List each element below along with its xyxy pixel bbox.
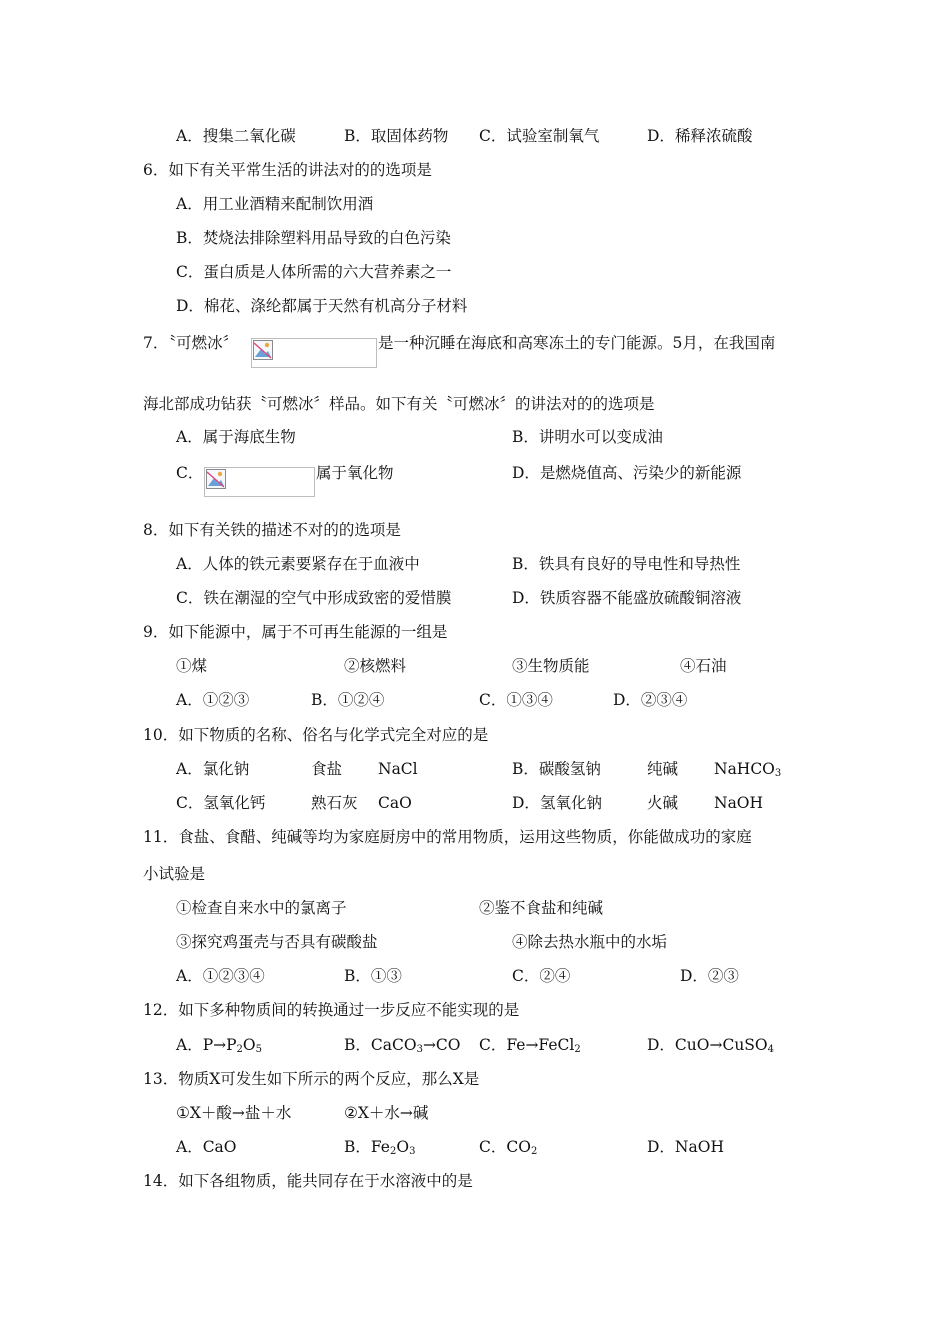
q6-stem: 6．如下有关平常生活的讲法对的的选项是 bbox=[143, 161, 432, 179]
q13-option-d: D．NaOH bbox=[647, 1138, 724, 1156]
q9-option-d: D．②③④ bbox=[613, 691, 688, 709]
q8-stem: 8．如下有关铁的描述不对的的选项是 bbox=[143, 521, 401, 539]
q7-stem-part1: 7．〝可燃冰〞 bbox=[143, 334, 239, 352]
broken-image-icon bbox=[206, 469, 226, 489]
q12-option-c: C．Fe→FeCl$_2$ bbox=[479, 1036, 581, 1055]
q9-item-3: ③生物质能 bbox=[512, 657, 590, 675]
q13-reaction-1: ①X＋酸→盐＋水 bbox=[176, 1104, 292, 1122]
broken-image-icon bbox=[253, 340, 273, 360]
q9-stem: 9．如下能源中，属于不可再生能源的一组是 bbox=[143, 623, 448, 641]
q6-option-c: C．蛋白质是人体所需的六大营养素之一 bbox=[176, 263, 452, 281]
q7-stem-line2: 海北部成功钻获〝可燃冰〞样品。如下有关〝可燃冰〞的讲法对的的选项是 bbox=[143, 395, 655, 413]
q11-item-4: ④除去热水瓶中的水垢 bbox=[512, 933, 668, 951]
q11-item-2: ②鉴不食盐和纯碱 bbox=[479, 899, 604, 917]
q7-option-b: B．讲明水可以变成油 bbox=[512, 428, 663, 446]
q7-option-d: D．是燃烧值高、污染少的新能源 bbox=[512, 464, 742, 482]
q11-option-a: A．①②③④ bbox=[176, 967, 265, 985]
q11-option-b: B．①③ bbox=[344, 967, 402, 985]
q13-reaction-2: ②X＋水→碱 bbox=[344, 1104, 429, 1122]
q12-option-d: D．CuO→CuSO$_4$ bbox=[647, 1036, 775, 1055]
q13-stem: 13．物质X可发生如下所示的两个反应，那么X是 bbox=[143, 1070, 480, 1088]
q5-option-a: A．搜集二氧化碳 bbox=[176, 127, 296, 145]
q13-option-b: B．$Fe_2O_3$ bbox=[344, 1138, 416, 1157]
q11-item-1: ①检查自来水中的氯离子 bbox=[176, 899, 347, 917]
q12-option-a: A．$P\to P_2O_5$ bbox=[176, 1036, 263, 1055]
q11-option-c: C．②④ bbox=[512, 967, 571, 985]
q9-item-4: ④石油 bbox=[680, 657, 727, 675]
q7-option-c-prefix: C． bbox=[176, 464, 204, 482]
q8-option-a: A．人体的铁元素要紧存在于血液中 bbox=[176, 555, 420, 573]
q8-option-b: B．铁具有良好的导电性和导热性 bbox=[512, 555, 741, 573]
q9-item-1: ①煤 bbox=[176, 657, 208, 675]
q13-option-a: A．CaO bbox=[176, 1138, 237, 1156]
q7-stem-part2: 是一种沉睡在海底和高寒冻土的专门能源。5月，在我国南 bbox=[378, 334, 776, 352]
q9-option-a: A．①②③ bbox=[176, 691, 250, 709]
q7-option-c-text: 属于氧化物 bbox=[316, 464, 394, 482]
q7-formula-image bbox=[251, 338, 377, 368]
q9-option-b: B．①②④ bbox=[311, 691, 385, 709]
q5-option-b: B．取固体药物 bbox=[344, 127, 449, 145]
q7-option-c-image bbox=[204, 467, 315, 497]
q12-option-b: B．CaCO$_3$→CO bbox=[344, 1036, 461, 1055]
q8-option-c: C．铁在潮湿的空气中形成致密的爱惜膜 bbox=[176, 589, 452, 607]
q11-stem-line1: 11．食盐、食醋、纯碱等均为家庭厨房中的常用物质，运用这些物质，你能做成功的家庭 bbox=[143, 828, 752, 846]
q14-stem: 14．如下各组物质，能共同存在于水溶液中的是 bbox=[143, 1172, 473, 1190]
q6-option-a: A．用工业酒精来配制饮用酒 bbox=[176, 195, 374, 213]
q8-option-d: D．铁质容器不能盛放硫酸铜溶液 bbox=[512, 589, 742, 607]
q6-option-b: B．焚烧法排除塑料用品导致的白色污染 bbox=[176, 229, 451, 247]
q9-option-c: C．①③④ bbox=[479, 691, 553, 709]
q11-item-3: ③探究鸡蛋壳与否具有碳酸盐 bbox=[176, 933, 378, 951]
q5-option-d: D．稀释浓硫酸 bbox=[647, 127, 753, 145]
q7-option-a: A．属于海底生物 bbox=[176, 428, 296, 446]
q6-option-d: D．棉花、涤纶都属于天然有机高分子材料 bbox=[176, 297, 468, 315]
q11-option-d: D．②③ bbox=[680, 967, 739, 985]
q11-stem-line2: 小试验是 bbox=[143, 865, 206, 883]
q12-stem: 12．如下多种物质间的转换通过一步反应不能实现的是 bbox=[143, 1001, 520, 1019]
q10-stem: 10．如下物质的名称、俗名与化学式完全对应的是 bbox=[143, 726, 489, 744]
q5-option-c: C．试验室制氧气 bbox=[479, 127, 600, 145]
q9-item-2: ②核燃料 bbox=[344, 657, 407, 675]
q13-option-c: C．$CO_2$ bbox=[479, 1138, 538, 1157]
